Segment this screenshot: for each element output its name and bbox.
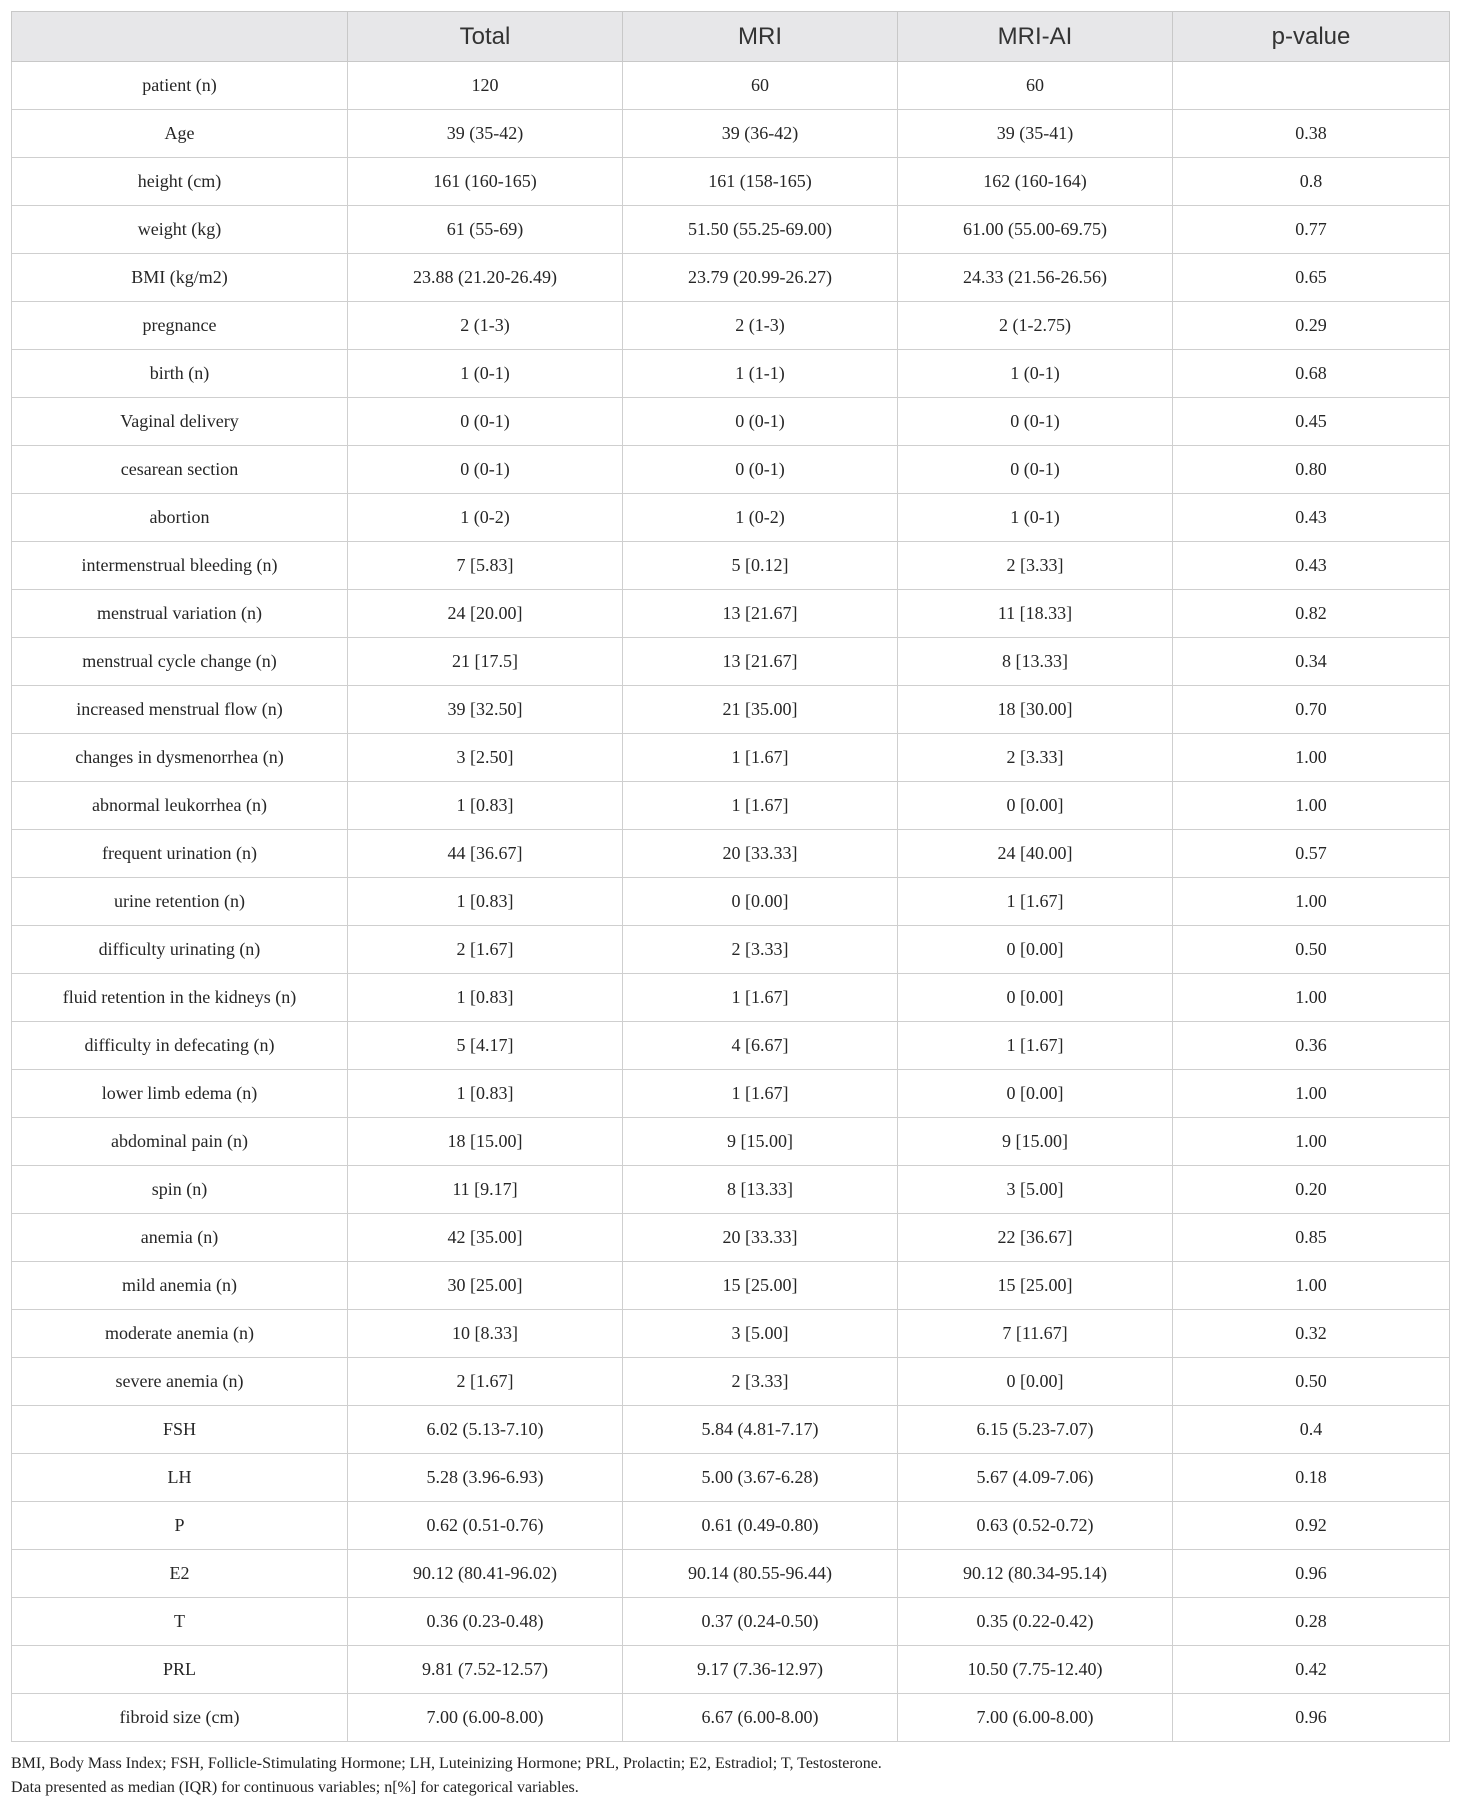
row-label-cell: FSH (12, 1406, 348, 1454)
p-value-cell: 0.34 (1173, 638, 1450, 686)
row-label-cell: difficulty in defecating (n) (12, 1022, 348, 1070)
mri-ai-cell: 7.00 (6.00-8.00) (898, 1694, 1173, 1742)
mri-cell: 13 [21.67] (623, 590, 898, 638)
header-cell-p-value: p-value (1173, 12, 1450, 62)
table-row (12, 446, 1450, 494)
mri-ai-cell: 2 [3.33] (898, 542, 1173, 590)
mri-cell: 51.50 (55.25-69.00) (623, 206, 898, 254)
row-label-cell: moderate anemia (n) (12, 1310, 348, 1358)
p-value-cell: 1.00 (1173, 974, 1450, 1022)
row-label-cell: abortion (12, 494, 348, 542)
mri-cell: 39 (36-42) (623, 110, 898, 158)
table-row (12, 1022, 1450, 1070)
row-label-cell: urine retention (n) (12, 878, 348, 926)
mri-ai-cell: 0 (0-1) (898, 446, 1173, 494)
total-cell: 2 (1-3) (348, 302, 623, 350)
row-label-cell: birth (n) (12, 350, 348, 398)
mri-cell: 1 [1.67] (623, 734, 898, 782)
row-label-cell: Vaginal delivery (12, 398, 348, 446)
mri-cell: 0 (0-1) (623, 446, 898, 494)
p-value-cell: 0.96 (1173, 1550, 1450, 1598)
total-cell: 1 [0.83] (348, 1070, 623, 1118)
patient-characteristics-table (11, 11, 1450, 1742)
total-cell: 23.88 (21.20-26.49) (348, 254, 623, 302)
mri-ai-cell: 90.12 (80.34-95.14) (898, 1550, 1173, 1598)
mri-ai-cell: 0 (0-1) (898, 398, 1173, 446)
table-row (12, 158, 1450, 206)
header-cell-mri: MRI (623, 12, 898, 62)
mri-ai-cell: 162 (160-164) (898, 158, 1173, 206)
total-cell: 0 (0-1) (348, 446, 623, 494)
table-row (12, 494, 1450, 542)
p-value-cell: 0.57 (1173, 830, 1450, 878)
mri-ai-cell: 22 [36.67] (898, 1214, 1173, 1262)
total-cell: 2 [1.67] (348, 1358, 623, 1406)
total-cell: 1 [0.83] (348, 878, 623, 926)
mri-cell: 60 (623, 62, 898, 110)
mri-ai-cell: 5.67 (4.09-7.06) (898, 1454, 1173, 1502)
p-value-cell: 0.38 (1173, 110, 1450, 158)
mri-ai-cell: 2 (1-2.75) (898, 302, 1173, 350)
total-cell: 0.36 (0.23-0.48) (348, 1598, 623, 1646)
total-cell: 3 [2.50] (348, 734, 623, 782)
mri-ai-cell: 18 [30.00] (898, 686, 1173, 734)
p-value-cell: 0.36 (1173, 1022, 1450, 1070)
table-row (12, 542, 1450, 590)
mri-ai-cell: 9 [15.00] (898, 1118, 1173, 1166)
mri-ai-cell: 0 [0.00] (898, 926, 1173, 974)
row-label-cell: BMI (kg/m2) (12, 254, 348, 302)
total-cell: 9.81 (7.52-12.57) (348, 1646, 623, 1694)
table-row (12, 110, 1450, 158)
mri-cell: 13 [21.67] (623, 638, 898, 686)
table-row (12, 1550, 1450, 1598)
p-value-cell: 0.43 (1173, 542, 1450, 590)
row-label-cell: height (cm) (12, 158, 348, 206)
mri-cell: 0 (0-1) (623, 398, 898, 446)
total-cell: 39 (35-42) (348, 110, 623, 158)
row-label-cell: spin (n) (12, 1166, 348, 1214)
mri-cell: 2 [3.33] (623, 1358, 898, 1406)
p-value-cell: 0.68 (1173, 350, 1450, 398)
row-label-cell: difficulty urinating (n) (12, 926, 348, 974)
table-row (12, 782, 1450, 830)
total-cell: 7 [5.83] (348, 542, 623, 590)
total-cell: 2 [1.67] (348, 926, 623, 974)
total-cell: 30 [25.00] (348, 1262, 623, 1310)
row-label-cell: frequent urination (n) (12, 830, 348, 878)
mri-ai-cell: 10.50 (7.75-12.40) (898, 1646, 1173, 1694)
p-value-cell (1173, 62, 1450, 110)
mri-ai-cell: 8 [13.33] (898, 638, 1173, 686)
mri-ai-cell: 11 [18.33] (898, 590, 1173, 638)
table-row (12, 254, 1450, 302)
row-label-cell: lower limb edema (n) (12, 1070, 348, 1118)
mri-cell: 3 [5.00] (623, 1310, 898, 1358)
row-label-cell: fluid retention in the kidneys (n) (12, 974, 348, 1022)
total-cell: 42 [35.00] (348, 1214, 623, 1262)
row-label-cell: abnormal leukorrhea (n) (12, 782, 348, 830)
header-cell-mri-ai: MRI-AI (898, 12, 1173, 62)
table-row (12, 1070, 1450, 1118)
table-row (12, 1694, 1450, 1742)
p-value-cell: 1.00 (1173, 734, 1450, 782)
mri-cell: 90.14 (80.55-96.44) (623, 1550, 898, 1598)
p-value-cell: 0.18 (1173, 1454, 1450, 1502)
total-cell: 0.62 (0.51-0.76) (348, 1502, 623, 1550)
row-label-cell: E2 (12, 1550, 348, 1598)
p-value-cell: 1.00 (1173, 1262, 1450, 1310)
header-cell-total: Total (348, 12, 623, 62)
table-header-row (12, 12, 1450, 62)
p-value-cell: 0.80 (1173, 446, 1450, 494)
header-cell-variable (12, 12, 348, 62)
table-row (12, 302, 1450, 350)
mri-cell: 161 (158-165) (623, 158, 898, 206)
mri-ai-cell: 0 [0.00] (898, 782, 1173, 830)
mri-cell: 2 [3.33] (623, 926, 898, 974)
table-row (12, 1502, 1450, 1550)
row-label-cell: menstrual cycle change (n) (12, 638, 348, 686)
mri-ai-cell: 61.00 (55.00-69.75) (898, 206, 1173, 254)
total-cell: 18 [15.00] (348, 1118, 623, 1166)
mri-ai-cell: 0 [0.00] (898, 1358, 1173, 1406)
row-label-cell: menstrual variation (n) (12, 590, 348, 638)
total-cell: 24 [20.00] (348, 590, 623, 638)
p-value-cell: 0.8 (1173, 158, 1450, 206)
mri-cell: 5.00 (3.67-6.28) (623, 1454, 898, 1502)
mri-ai-cell: 1 [1.67] (898, 1022, 1173, 1070)
mri-ai-cell: 1 [1.67] (898, 878, 1173, 926)
table-body (12, 62, 1450, 1742)
total-cell: 120 (348, 62, 623, 110)
p-value-cell: 0.42 (1173, 1646, 1450, 1694)
mri-ai-cell: 7 [11.67] (898, 1310, 1173, 1358)
table-row (12, 1598, 1450, 1646)
table-row (12, 638, 1450, 686)
mri-ai-cell: 39 (35-41) (898, 110, 1173, 158)
p-value-cell: 0.50 (1173, 1358, 1450, 1406)
footnote-data-note: Data presented as median (IQR) for continuous variables; n[%] for categorical variables. (11, 1779, 579, 1796)
p-value-cell: 0.85 (1173, 1214, 1450, 1262)
p-value-cell: 0.65 (1173, 254, 1450, 302)
table-row (12, 974, 1450, 1022)
mri-cell: 1 [1.67] (623, 782, 898, 830)
p-value-cell: 0.20 (1173, 1166, 1450, 1214)
mri-ai-cell: 6.15 (5.23-7.07) (898, 1406, 1173, 1454)
row-label-cell: abdominal pain (n) (12, 1118, 348, 1166)
total-cell: 90.12 (80.41-96.02) (348, 1550, 623, 1598)
mri-cell: 1 (0-2) (623, 494, 898, 542)
total-cell: 44 [36.67] (348, 830, 623, 878)
mri-ai-cell: 0 [0.00] (898, 1070, 1173, 1118)
table-row (12, 1358, 1450, 1406)
row-label-cell: patient (n) (12, 62, 348, 110)
p-value-cell: 0.45 (1173, 398, 1450, 446)
table-row (12, 1166, 1450, 1214)
row-label-cell: PRL (12, 1646, 348, 1694)
total-cell: 161 (160-165) (348, 158, 623, 206)
table-row (12, 206, 1450, 254)
mri-cell: 1 (1-1) (623, 350, 898, 398)
total-cell: 61 (55-69) (348, 206, 623, 254)
mri-cell: 2 (1-3) (623, 302, 898, 350)
total-cell: 0 (0-1) (348, 398, 623, 446)
p-value-cell: 1.00 (1173, 878, 1450, 926)
mri-cell: 20 [33.33] (623, 830, 898, 878)
row-label-cell: intermenstrual bleeding (n) (12, 542, 348, 590)
footnote-abbreviations: BMI, Body Mass Index; FSH, Follicle-Stimulating Hormone; LH, Luteinizing Hormone; PRL, Prolactin; E2, Estradiol; T, Testosterone. (11, 1755, 882, 1772)
mri-cell: 4 [6.67] (623, 1022, 898, 1070)
table-row (12, 1118, 1450, 1166)
mri-cell: 20 [33.33] (623, 1214, 898, 1262)
row-label-cell: severe anemia (n) (12, 1358, 348, 1406)
total-cell: 1 [0.83] (348, 974, 623, 1022)
row-label-cell: Age (12, 110, 348, 158)
p-value-cell: 0.43 (1173, 494, 1450, 542)
table-row (12, 1262, 1450, 1310)
mri-cell: 8 [13.33] (623, 1166, 898, 1214)
mri-ai-cell: 15 [25.00] (898, 1262, 1173, 1310)
table-row (12, 686, 1450, 734)
mri-cell: 9.17 (7.36-12.97) (623, 1646, 898, 1694)
mri-cell: 5 [0.12] (623, 542, 898, 590)
total-cell: 1 (0-1) (348, 350, 623, 398)
mri-ai-cell: 60 (898, 62, 1173, 110)
p-value-cell: 0.32 (1173, 1310, 1450, 1358)
p-value-cell: 0.28 (1173, 1598, 1450, 1646)
mri-cell: 9 [15.00] (623, 1118, 898, 1166)
table-row (12, 926, 1450, 974)
mri-cell: 1 [1.67] (623, 974, 898, 1022)
total-cell: 5.28 (3.96-6.93) (348, 1454, 623, 1502)
table-row (12, 590, 1450, 638)
table-row (12, 1646, 1450, 1694)
total-cell: 7.00 (6.00-8.00) (348, 1694, 623, 1742)
mri-cell: 6.67 (6.00-8.00) (623, 1694, 898, 1742)
row-label-cell: LH (12, 1454, 348, 1502)
p-value-cell: 0.29 (1173, 302, 1450, 350)
mri-cell: 0.37 (0.24-0.50) (623, 1598, 898, 1646)
total-cell: 6.02 (5.13-7.10) (348, 1406, 623, 1454)
mri-cell: 23.79 (20.99-26.27) (623, 254, 898, 302)
row-label-cell: mild anemia (n) (12, 1262, 348, 1310)
table-row (12, 734, 1450, 782)
total-cell: 21 [17.5] (348, 638, 623, 686)
row-label-cell: pregnance (12, 302, 348, 350)
row-label-cell: fibroid size (cm) (12, 1694, 348, 1742)
row-label-cell: cesarean section (12, 446, 348, 494)
table-row (12, 1310, 1450, 1358)
table-row (12, 1454, 1450, 1502)
mri-ai-cell: 24.33 (21.56-26.56) (898, 254, 1173, 302)
total-cell: 1 [0.83] (348, 782, 623, 830)
mri-cell: 0.61 (0.49-0.80) (623, 1502, 898, 1550)
table-row (12, 830, 1450, 878)
table-row (12, 350, 1450, 398)
mri-cell: 21 [35.00] (623, 686, 898, 734)
row-label-cell: weight (kg) (12, 206, 348, 254)
row-label-cell: changes in dysmenorrhea (n) (12, 734, 348, 782)
mri-ai-cell: 1 (0-1) (898, 494, 1173, 542)
total-cell: 1 (0-2) (348, 494, 623, 542)
p-value-cell: 0.92 (1173, 1502, 1450, 1550)
p-value-cell: 0.77 (1173, 206, 1450, 254)
mri-ai-cell: 1 (0-1) (898, 350, 1173, 398)
p-value-cell: 0.82 (1173, 590, 1450, 638)
mri-cell: 5.84 (4.81-7.17) (623, 1406, 898, 1454)
table-row (12, 878, 1450, 926)
table-row (12, 62, 1450, 110)
row-label-cell: anemia (n) (12, 1214, 348, 1262)
p-value-cell: 1.00 (1173, 782, 1450, 830)
total-cell: 39 [32.50] (348, 686, 623, 734)
table-row (12, 1406, 1450, 1454)
mri-ai-cell: 24 [40.00] (898, 830, 1173, 878)
mri-cell: 1 [1.67] (623, 1070, 898, 1118)
p-value-cell: 0.70 (1173, 686, 1450, 734)
p-value-cell: 0.50 (1173, 926, 1450, 974)
mri-ai-cell: 3 [5.00] (898, 1166, 1173, 1214)
table-row (12, 1214, 1450, 1262)
row-label-cell: P (12, 1502, 348, 1550)
mri-ai-cell: 0.35 (0.22-0.42) (898, 1598, 1173, 1646)
total-cell: 11 [9.17] (348, 1166, 623, 1214)
mri-ai-cell: 0 [0.00] (898, 974, 1173, 1022)
row-label-cell: increased menstrual flow (n) (12, 686, 348, 734)
p-value-cell: 1.00 (1173, 1070, 1450, 1118)
mri-ai-cell: 2 [3.33] (898, 734, 1173, 782)
mri-cell: 15 [25.00] (623, 1262, 898, 1310)
p-value-cell: 0.96 (1173, 1694, 1450, 1742)
row-label-cell: T (12, 1598, 348, 1646)
p-value-cell: 0.4 (1173, 1406, 1450, 1454)
total-cell: 5 [4.17] (348, 1022, 623, 1070)
p-value-cell: 1.00 (1173, 1118, 1450, 1166)
total-cell: 10 [8.33] (348, 1310, 623, 1358)
table-row (12, 398, 1450, 446)
mri-cell: 0 [0.00] (623, 878, 898, 926)
mri-ai-cell: 0.63 (0.52-0.72) (898, 1502, 1173, 1550)
